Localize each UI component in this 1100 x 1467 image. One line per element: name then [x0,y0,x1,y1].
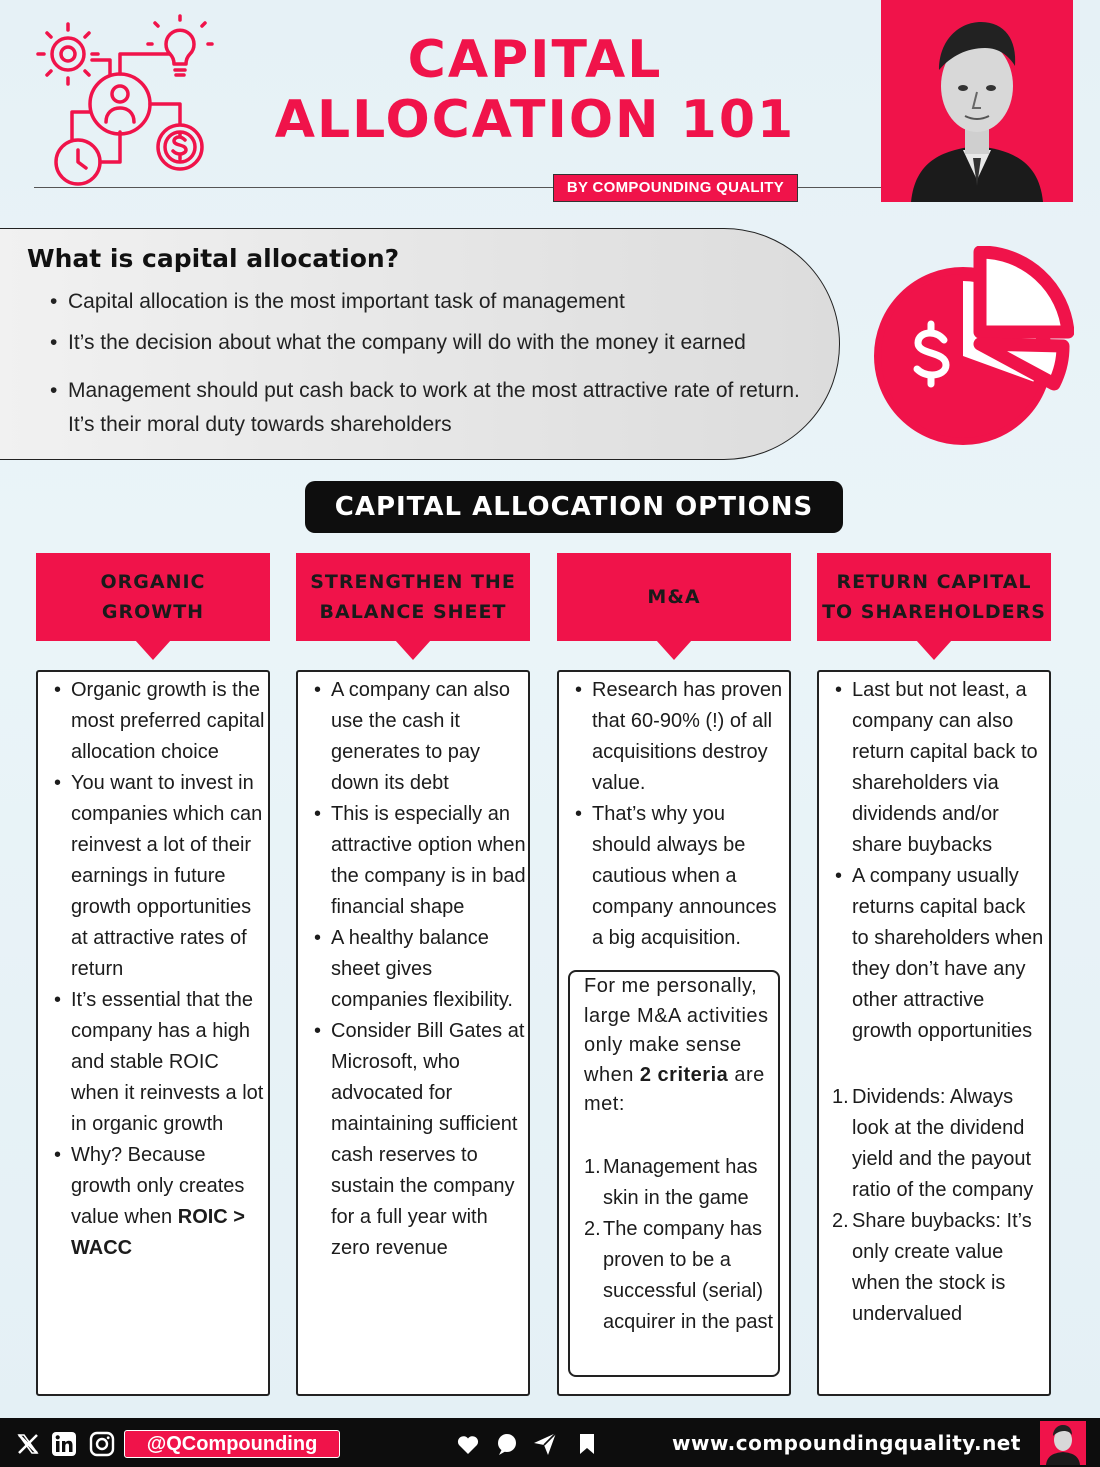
balance-sheet-box [296,670,530,1396]
x-icon[interactable] [16,1432,40,1456]
return-title-line-2: TO SHAREHOLDERS [822,601,1046,623]
header-network-graphic [30,12,220,192]
list-item: • It’s essential that the company has a high and stable ROIC when it reinvests a lot in organic growth [38,985,272,1140]
organic-growth-list [38,675,272,1264]
dollar-pie-chart-icon [868,246,1074,450]
list-item: 2. The company has proven to be a successful (serial) acquirer in the past [584,1218,774,1333]
title-line-2: ALLOCATION 101 [274,90,796,150]
list-item: • Research has proven that 60-90% (!) of all acquisitions destroy value. [559,675,793,799]
website-link[interactable]: www.compoundingquality.net [672,1431,1021,1455]
comment-icon[interactable] [495,1432,519,1456]
list-item: • You want to invest in companies which can reinvest a lot of their earnings in future growth opportunities at attractive rates of return [38,768,272,985]
ma-callout-text: For me personally, large M&A activities only make sense when 2 criteria are met: [584,975,769,1115]
page-title [250,30,820,150]
gear-icon [38,24,98,84]
byline-badge: BY COMPOUNDING QUALITY [553,174,798,202]
return-capital-header [817,553,1051,641]
dollar-coin-icon [158,125,202,169]
list-item: 1. Dividends: Always look at the dividend yield and the payout ratio of the company [832,1086,1034,1201]
options-label: CAPITAL ALLOCATION OPTIONS [305,481,843,533]
roic-wacc-emphasis: ROIC > WACC [71,1206,245,1259]
return-capital-numbered-list [819,1082,1053,1330]
avatar [1040,1421,1086,1465]
criteria-emphasis: 2 criteria [639,1063,729,1086]
list-item: • That’s why you should always be cautious when a company announces a big acquisition. [559,799,793,954]
linkedin-icon[interactable] [51,1431,77,1457]
organic-growth-box [36,670,270,1396]
organic-growth-header [36,553,270,641]
list-item: • Organic growth is the most preferred capital allocation choice [38,675,272,768]
what-is-bullet: • It’s the decision about what the company will do with the money it earned [50,331,746,354]
ma-title: M&A [647,586,701,608]
list-item: • A healthy balance sheet gives companies flexibility. [298,923,532,1016]
instagram-icon[interactable] [89,1431,115,1457]
author-portrait [881,0,1073,202]
organic-title-line-1: ORGANIC [100,571,206,593]
list-item: • This is especially an attractive option when the company is in bad financial shape [298,799,532,923]
clock-icon [56,140,100,184]
return-capital-box [817,670,1051,1396]
send-icon[interactable] [532,1431,558,1457]
ma-header [557,553,791,641]
what-is-bullet: • Management should put cash back to work at the most attractive rate of return. It’s their moral duty towards shareholders [50,379,800,436]
balance-sheet-list [298,675,532,1264]
balance-title-line-2: BALANCE SHEET [319,601,507,623]
return-capital-list [819,675,1053,1047]
social-handle[interactable]: @QCompounding [124,1430,340,1458]
list-item: • A company usually returns capital back to shareholders when they don’t have any other attractive growth opportunities [819,861,1053,1047]
list-item: • Consider Bill Gates at Microsoft, who advocated for maintaining sufficient cash reserves to sustain the company for a full year with zero revenue [298,1016,532,1264]
return-title-line-1: RETURN CAPITAL [836,571,1032,593]
lightbulb-icon [148,16,212,75]
ma-criteria-list [568,1152,780,1338]
list-item: 1. Management has skin in the game [584,1156,758,1209]
what-is-bullet: • Capital allocation is the most important task of management [50,290,625,313]
list-item: • Last but not least, a company can also return capital back to shareholders via dividends and/or share buybacks [819,675,1053,861]
what-is-heading: What is capital allocation? [27,244,400,273]
list-item: • A company can also use the cash it generates to pay down its debt [298,675,532,799]
list-item: • Why? Because growth only creates value when ROIC > WACC [38,1140,272,1264]
balance-sheet-header [296,553,530,641]
person-icon [90,74,150,134]
bookmark-icon[interactable] [577,1432,597,1456]
list-item: 2. Share buybacks: It’s only create value when the stock is undervalued [832,1210,1032,1325]
ma-list [559,675,793,954]
balance-title-line-1: STRENGTHEN THE [310,571,516,593]
heart-icon[interactable] [456,1433,480,1455]
organic-title-line-2: GROWTH [101,601,205,623]
title-line-1: CAPITAL [407,30,663,90]
